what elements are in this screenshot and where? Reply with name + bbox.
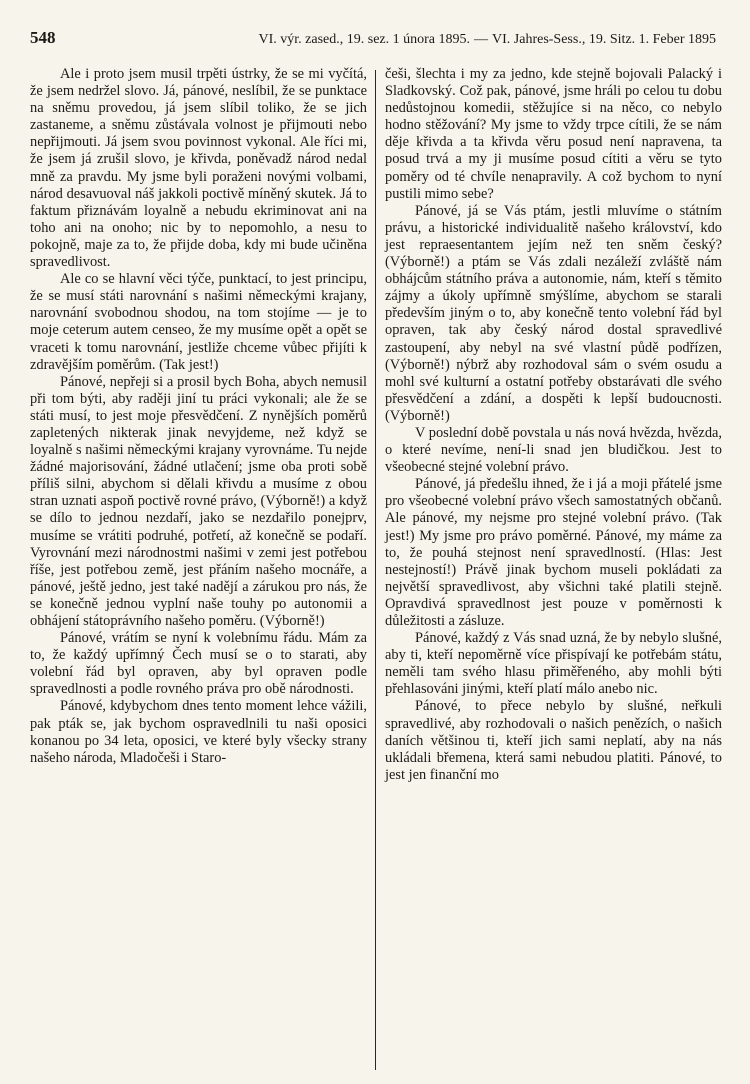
header-separator: — bbox=[474, 32, 489, 47]
paragraph: Pánové, já se Vás ptám, jestli mluvíme o státním právu, a historické individualitě našeho království, kdo jest repraesentantem jejím než ten sněm český? (Výborně!) a ptám se Vás zdali nezáleží zvláště nám obhájcům státního práva a autonomie, nám, kteří s těmito zájmy a úkoly upřímně smýšlíme, abychom se starali především jiným o to, aby konečně tento volební řád byl opraven, tak aby český národ dostal spravedlivé zastoupení, aby nebyl na své vlastní půdě podřízen, (Výborně!) nýbrž aby rozhodoval sám o svém osudu a mohl své kulturní a ostatní potřeby obstarávati dle svého přesvědčení a zdání, a dospěti k lepší budoucnosti. (Výborně!) bbox=[385, 202, 722, 424]
left-column bbox=[30, 66, 375, 1070]
paragraph: Pánové, každý z Vás snad uzná, že by nebylo slušné, aby ti, kteří nepoměrně více přispívají ke potřebám státu, neměli tam svého hlasu přiměřeného, aby mohli býti přehlasováni jinými, kteří platí málo anebo nic. bbox=[385, 630, 722, 698]
header-left-title: VI. výr. zased., 19. sez. 1 února 1895. bbox=[258, 32, 471, 47]
paragraph: V poslední době povstala u nás nová hvězda, hvězda, o které nevíme, není-li snad jen bludičkou. Jest to všeobecné stejné volební právo. bbox=[385, 424, 722, 476]
page-header bbox=[30, 28, 716, 52]
paragraph-continued: češi, šlechta i my za jedno, kde stejně bojovali Palacký i Sladkovský. Což pak, pánové, jsme hráli po celou tu dobu nedůstojnou komedii, stěžujíce si na něco, co nebylo hodno stěžování? My jsme to vždy trpce cítili, že se nám děje křivda a ta křivda věru posud není napravena, ta posud trvá a my ji musíme posud cítiti a věru se tyto poměry od té chvíle nenapravily. A což bychom to nyní pustili mimo sebe? bbox=[385, 66, 722, 202]
text-columns bbox=[30, 66, 722, 1070]
paragraph: Pánové, nepřeji si a prosil bych Boha, abych nemusil při tom býti, aby raději jiní tu práci vykonali; ale že se státi musí, to jest moje přesvědčení. Z nynějších poměrů zapletených nikterak jinak nevyjdeme, než když se loyalně s našimi německými krajany vyrovnáme. Tu nejde žádné majorisování, žádné utlačení; jsme oba proti sobě příliš silni, abychom si dělali křivdu a musíme z obou stran uznati aspoň poctivě rovné právo, (Výborně!) a když se dílo to jednou nezdaří, jako se nezdařilo ponejprv, musíme se vrátiti podruhé, potřetí, až konečně se podaří. Vyrovnání mezi národnostmi našimi v zemi jest potřebou říše, jest potřebou země, jest přáním našeho mocnáře, a pánové, ještě jedno, jest také nadějí a zárukou pro nás, že se konečně jednou vyplní naše touhy po autonomii a obhájení státoprávního našeho poměru. (Výborně!) bbox=[30, 373, 367, 629]
paragraph: Pánové, já předešlu ihned, že i já a moji přátelé jsme pro všeobecné volební právo všech samostatných občanů. Ale pánové, my nejsme pro stejné volební právo. (Tak jest!) My jsme pro právo poměrné. Pánové, my máme za to, že pouhá stejnost není spravedlností. (Hlas: Jest nestejností!) Právě jinak bychom museli pokládati za největší spravedlivost, aby všichni také platili stejně. Opravdivá spravedlnost jest pouze v poměrnosti k důležitosti a zásluze. bbox=[385, 476, 722, 629]
paragraph: Ale co se hlavní věci týče, punktací, to jest principu, že se musí státi narovnání s našimi německými krajany, narovnání svobodnou shodou, na tom stojíme — je to moje ceterum autem censeo, že my musíme opět a opět se vraceti k tomu narovnání, jestliže chceme vůbec přijíti k zdravějším poměrům. (Tak jest!) bbox=[30, 271, 367, 373]
paragraph: Pánové, to přece nebylo by slušné, neřkuli spravedlivé, aby rozhodovali o našich penězích, o našich daních většinou ti, kteří jich sami neplatí, aby na nás ukládali břemena, která sami nebudou platiti. Pánové, to jest jen finanční mo bbox=[385, 698, 722, 783]
right-column bbox=[376, 66, 722, 1070]
paragraph: Ale i proto jsem musil trpěti ústrky, že se mi vyčítá, že jsem nedržel slovo. Já, pánové, neslíbil, že se punktace na sněmu provedou, já jsem slíbil toliko, že se jich zastaneme, a sněmu zůstávala volnost je přijmouti nebo nepřijmouti. Já jsem svou povinnost vykonal. Ale říci mi, že jsem já zrušil slovo, je křivda, poněvadž národ nedal mně za pravdu. My jsme byli poraženi novými volbami, národ desavuoval náš jakkoli poctivě míněný skutek. Já to faktum přiznávám loyalně a nebudu ekriminovat ani na toho ani na onoho; nic by to nepomohlo, a nesu to pokojně, maje za to, že přijde doba, kdy mi bude učiněna spravedlivost. bbox=[30, 66, 367, 271]
page-number: 548 bbox=[30, 28, 56, 47]
header-titles bbox=[259, 30, 717, 48]
paragraph: Pánové, vrátím se nyní k volebnímu řádu. Mám za to, že každý upřímný Čech musí se o to starati, aby volební řád byl opraven, aby byl opraven podle spravedlnosti a podle rovného práva pro obě národnosti. bbox=[30, 630, 367, 698]
header-right-title: VI. Jahres-Sess., 19. Sitz. 1. Feber 1895 bbox=[492, 32, 716, 47]
paragraph: Pánové, kdybychom dnes tento moment lehce vážili, pak pták se, jak bychom ospravedlnili tu naši oposici konanou po 34 leta, oposici, ve které byly všecky strany našeho národa, Mladočeši i Staro- bbox=[30, 698, 367, 766]
